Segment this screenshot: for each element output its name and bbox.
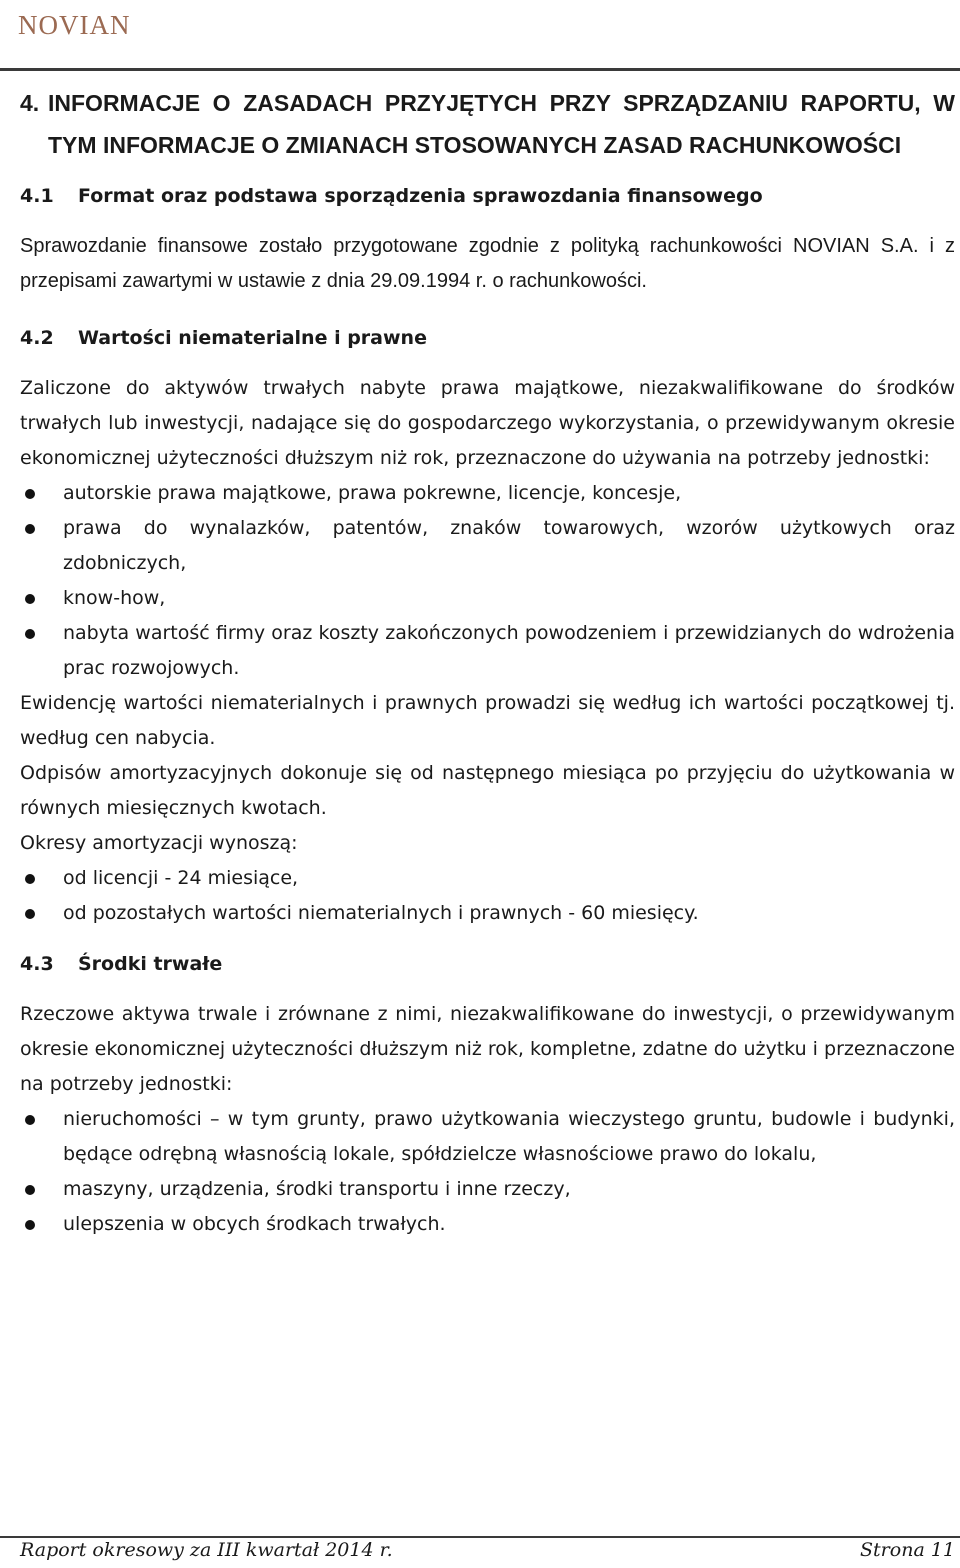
amortization-periods-label: Okresy amortyzacji wynoszą: (20, 832, 298, 854)
bullet-icon (25, 1115, 35, 1125)
list-item-text: prawa do wynalazków, patentów, znaków towarowych, wzorów użytkowych oraz zdobniczych, (63, 517, 955, 574)
bullet-icon (25, 909, 35, 919)
list-item (20, 896, 955, 931)
bullet-icon (25, 489, 35, 499)
header-divider (0, 68, 960, 71)
section-4-1-heading (20, 185, 955, 207)
page-footer (20, 1539, 955, 1561)
section-4-heading (20, 82, 955, 166)
footer-divider (0, 1536, 960, 1538)
document-body (20, 82, 955, 1242)
list-item-text: nieruchomości – w tym grunty, prawo użytkowania wieczystego gruntu, budowle i budynki, będące odrębną własnością lokale, spółdzielcze własnościowe prawo do lokalu, (63, 1108, 955, 1165)
fixed-assets-list (20, 1102, 955, 1242)
valuation-paragraph: Ewidencję wartości niematerialnych i prawnych prowadzi się według ich wartości początkowej tj. według cen nabycia. (20, 692, 955, 749)
bullet-icon (25, 629, 35, 639)
company-logo: NOVIAN (18, 10, 131, 40)
bullet-icon (25, 874, 35, 884)
section-4-2-intro: Zaliczone do aktywów trwałych nabyte prawa majątkowe, niezakwalifikowane do środków trwałych lub inwestycji, nadające się do gospodarczego wykorzystania, o przewidywanym okresie ekonomicznej użyteczności dłuższym niż rok, przeznaczone do używania na potrzeby jednostki: (20, 377, 955, 469)
intangible-assets-list (20, 476, 955, 686)
amortization-paragraph: Odpisów amortyzacyjnych dokonuje się od następnego miesiąca po przyjęciu do użytkowania w równych miesięcznych kwotach. (20, 762, 955, 819)
list-item (20, 1172, 955, 1207)
list-item-text: od pozostałych wartości niematerialnych i prawnych - 60 miesięcy. (63, 902, 699, 924)
list-item (20, 476, 955, 511)
list-item-text: maszyny, urządzenia, środki transportu i inne rzeczy, (63, 1178, 571, 1200)
list-item (20, 511, 955, 581)
list-item (20, 581, 955, 616)
bullet-icon (25, 1185, 35, 1195)
list-item (20, 1207, 955, 1242)
list-item (20, 616, 955, 686)
list-item-text: nabyta wartość firmy oraz koszty zakończonych powodzeniem i przewidzianych do wdrożenia prac rozwojowych. (63, 622, 955, 679)
section-4-3-heading (20, 953, 955, 975)
section-4-3-number: 4.3 (20, 953, 54, 975)
amortization-periods-list (20, 861, 955, 931)
bullet-icon (25, 524, 35, 534)
section-4-2-title: Wartości niematerialne i prawne (78, 327, 427, 349)
list-item-text: ulepszenia w obcych środkach trwałych. (63, 1213, 446, 1235)
bullet-icon (25, 594, 35, 604)
list-item-text: autorskie prawa majątkowe, prawa pokrewne, licencje, koncesje, (63, 482, 682, 504)
section-4-1-title: Format oraz podstawa sporządzenia sprawozdania finansowego (78, 185, 763, 207)
list-item (20, 1102, 955, 1172)
section-4-1-paragraph: Sprawozdanie finansowe zostało przygotowane zgodnie z polityką rachunkowości NOVIAN S.A. i z przepisami zawartymi w ustawie z dnia 29.09.1994 r. o rachunkowości. (20, 235, 955, 292)
list-item-text: od licencji - 24 miesiące, (63, 867, 299, 889)
section-4-3-title: Środki trwałe (78, 953, 223, 975)
section-4-3-intro: Rzeczowe aktywa trwale i zrównane z nimi, niezakwalifikowane do inwestycji, o przewidywanym okresie ekonomicznej użyteczności dłuższym niż rok, kompletne, zdatne do użytku i przeznaczone na potrzeby jednostki: (20, 1003, 955, 1095)
section-4-1-number: 4.1 (20, 185, 54, 207)
footer-page-number: Strona 11 (860, 1539, 955, 1561)
footer-report-title: Raport okresowy za III kwartał 2014 r. (20, 1539, 393, 1561)
section-4-2-number: 4.2 (20, 327, 54, 349)
list-item (20, 861, 955, 896)
section-4-title: INFORMACJE O ZASADACH PRZYJĘTYCH PRZY SPRZĄDZANIU RAPORTU, W TYM INFORMACJE O ZMIANACH STOSOWANYCH ZASAD RACHUNKOWOŚCI (48, 90, 955, 158)
list-item-text: know-how, (63, 587, 166, 609)
section-4-2-heading (20, 327, 955, 349)
bullet-icon (25, 1220, 35, 1230)
section-4-number: 4. (20, 90, 40, 116)
